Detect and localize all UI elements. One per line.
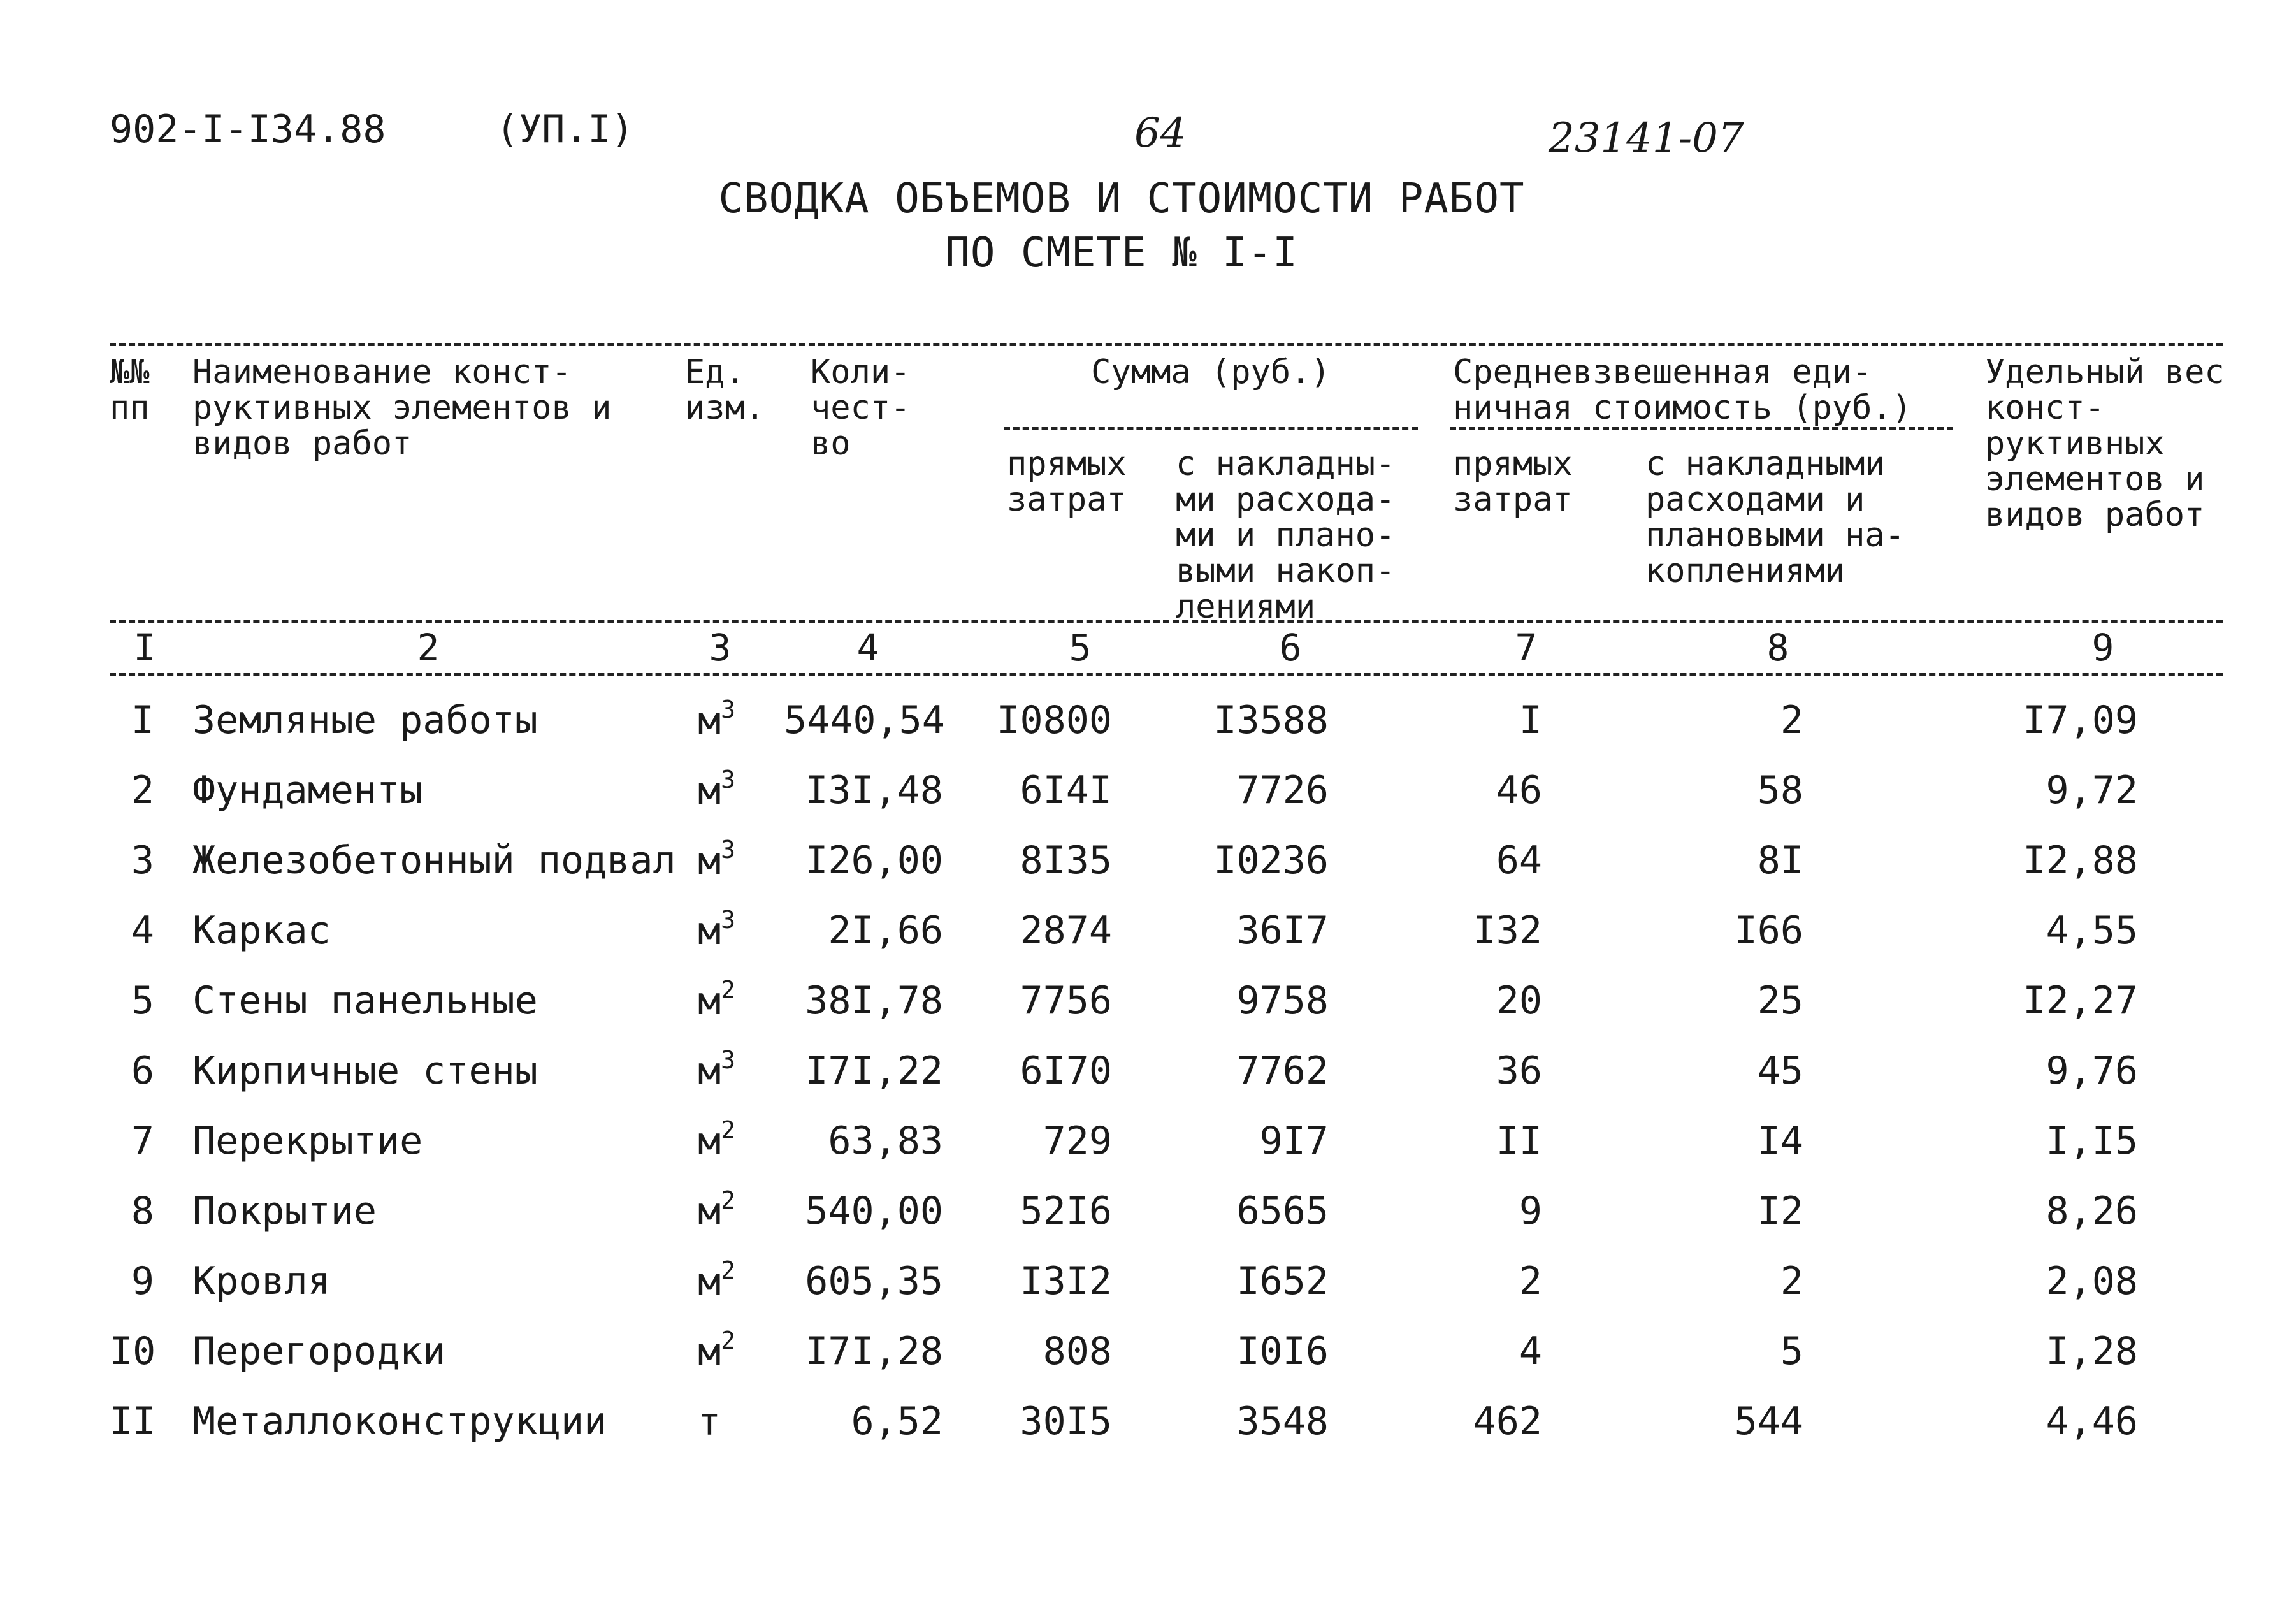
avg-with-overhead-cell bbox=[1657, 838, 1803, 883]
avg-with-overhead-cell bbox=[1657, 1189, 1803, 1233]
avg-direct-costs-cell bbox=[1434, 1049, 1542, 1093]
quantity: I26,00 bbox=[805, 838, 943, 883]
element-name: Кровля bbox=[192, 1259, 331, 1303]
quantity: I3I,48 bbox=[805, 768, 943, 813]
direct-costs: I0800 bbox=[997, 698, 1112, 743]
row-number-cell bbox=[110, 1259, 154, 1303]
avg-direct-costs-cell bbox=[1434, 1119, 1542, 1163]
sum-with-overhead: 6565 bbox=[1236, 1189, 1329, 1233]
element-name-cell bbox=[192, 978, 664, 1023]
quantity-cell bbox=[784, 1189, 943, 1233]
unit-exponent: 3 bbox=[721, 1046, 736, 1074]
element-name: Стены панельные bbox=[192, 978, 538, 1023]
sum-with-overhead-cell bbox=[1160, 1119, 1329, 1163]
direct-costs-cell bbox=[975, 838, 1112, 883]
element-name: Железобетонный подвал bbox=[192, 838, 676, 883]
direct-costs: 6I4I bbox=[1020, 768, 1112, 813]
avg-direct-costs: 4 bbox=[1519, 1329, 1542, 1374]
quantity: 6,52 bbox=[851, 1399, 943, 1444]
row-number: 8 bbox=[131, 1189, 154, 1233]
page-number: 64 bbox=[1134, 110, 1187, 157]
quantity-cell bbox=[784, 1329, 943, 1374]
column-number: 2 bbox=[417, 626, 440, 669]
table-top-rule bbox=[110, 343, 2223, 346]
unit-cell bbox=[698, 1116, 768, 1164]
sum-with-overhead: I0236 bbox=[1213, 838, 1329, 883]
unit-cell bbox=[698, 1256, 768, 1304]
unit-exponent: 2 bbox=[721, 1256, 736, 1284]
quantity-cell bbox=[784, 698, 943, 743]
header-specific-weight: Удельный вес конст- руктивных элементов и видов работ bbox=[1985, 353, 2225, 534]
document-code: 902-I-I34.88 bbox=[110, 107, 386, 152]
specific-weight: 4,55 bbox=[2046, 908, 2138, 953]
avg-with-overhead-cell bbox=[1657, 1259, 1803, 1303]
direct-costs: 30I5 bbox=[1020, 1399, 1112, 1444]
avg-direct-costs: 20 bbox=[1496, 978, 1542, 1023]
quantity: I7I,28 bbox=[805, 1329, 943, 1374]
unit-cell bbox=[698, 1046, 768, 1094]
avg-group-rule bbox=[1450, 427, 1953, 430]
header-sum-with-overhead: с накладны- ми расхода- ми и плано- выми накоп- лениями bbox=[1176, 445, 1396, 626]
album-number: (УП.I) bbox=[496, 107, 634, 152]
unit-cell bbox=[698, 838, 768, 883]
sum-with-overhead: I3588 bbox=[1213, 698, 1329, 743]
avg-direct-costs: 64 bbox=[1496, 838, 1542, 883]
specific-weight-cell bbox=[1975, 1399, 2138, 1444]
direct-costs: 729 bbox=[1043, 1119, 1112, 1163]
avg-direct-costs: 9 bbox=[1519, 1189, 1542, 1233]
sum-with-overhead-cell bbox=[1160, 768, 1329, 813]
direct-costs-cell bbox=[975, 1049, 1112, 1093]
row-number-cell bbox=[110, 1399, 154, 1444]
unit-exponent: 2 bbox=[721, 1116, 736, 1144]
avg-with-overhead: I66 bbox=[1734, 908, 1803, 953]
column-number: 4 bbox=[856, 626, 879, 669]
unit: м bbox=[698, 1119, 721, 1164]
sum-with-overhead: 7726 bbox=[1236, 768, 1329, 813]
page-title: СВОДКА ОБЪЕМОВ И СТОИМОСТИ РАБОТ bbox=[718, 175, 1525, 222]
column-numbers-bottom-rule bbox=[110, 673, 2223, 676]
unit-cell bbox=[698, 768, 768, 813]
quantity: 540,00 bbox=[805, 1189, 943, 1233]
specific-weight-cell bbox=[1975, 1189, 2138, 1233]
element-name: Перегородки bbox=[192, 1329, 446, 1374]
header-element-name: Наименование конст- руктивных элементов и видов работ bbox=[192, 353, 612, 463]
avg-with-overhead-cell bbox=[1657, 1399, 1803, 1444]
unit-cell bbox=[698, 908, 768, 954]
header-avg-direct-costs: прямых затрат bbox=[1453, 445, 1573, 519]
sum-with-overhead-cell bbox=[1160, 978, 1329, 1023]
column-number: 6 bbox=[1279, 626, 1302, 669]
element-name-cell bbox=[192, 1049, 664, 1093]
avg-with-overhead: 2 bbox=[1780, 1259, 1803, 1303]
sum-with-overhead-cell bbox=[1160, 698, 1329, 743]
avg-direct-costs-cell bbox=[1434, 908, 1542, 953]
row-number-cell bbox=[110, 768, 154, 813]
sum-with-overhead-cell bbox=[1160, 908, 1329, 953]
avg-with-overhead: 8I bbox=[1757, 838, 1803, 883]
element-name: Металлоконструкции bbox=[192, 1399, 607, 1444]
column-number: I bbox=[133, 626, 156, 669]
avg-with-overhead-cell bbox=[1657, 1329, 1803, 1374]
specific-weight-cell bbox=[1975, 978, 2138, 1023]
element-name-cell bbox=[192, 698, 664, 743]
specific-weight-cell bbox=[1975, 908, 2138, 953]
row-number: 7 bbox=[131, 1119, 154, 1163]
direct-costs: 52I6 bbox=[1020, 1189, 1112, 1233]
element-name-cell bbox=[192, 768, 664, 813]
avg-with-overhead: 544 bbox=[1734, 1399, 1803, 1444]
unit-exponent: 2 bbox=[721, 1326, 736, 1354]
quantity-cell bbox=[784, 908, 943, 953]
specific-weight: 9,76 bbox=[2046, 1049, 2138, 1093]
unit: м bbox=[698, 1189, 721, 1234]
avg-with-overhead: 58 bbox=[1757, 768, 1803, 813]
quantity-cell bbox=[784, 1119, 943, 1163]
specific-weight: I,28 bbox=[2046, 1329, 2138, 1374]
quantity-cell bbox=[784, 838, 943, 883]
row-number-cell bbox=[110, 1329, 154, 1374]
direct-costs: 6I70 bbox=[1020, 1049, 1112, 1093]
specific-weight: 9,72 bbox=[2046, 768, 2138, 813]
sum-with-overhead: 36I7 bbox=[1236, 908, 1329, 953]
direct-costs-cell bbox=[975, 1189, 1112, 1233]
unit-exponent: 3 bbox=[721, 695, 736, 723]
specific-weight: I2,27 bbox=[2023, 978, 2138, 1023]
element-name: Перекрытие bbox=[192, 1119, 423, 1163]
direct-costs-cell bbox=[975, 908, 1112, 953]
sum-with-overhead: 9758 bbox=[1236, 978, 1329, 1023]
avg-direct-costs: 36 bbox=[1496, 1049, 1542, 1093]
element-name-cell bbox=[192, 1119, 664, 1163]
inventory-number: 23141-07 bbox=[1549, 115, 1744, 162]
direct-costs-cell bbox=[975, 1259, 1112, 1303]
row-number-cell bbox=[110, 698, 154, 743]
avg-direct-costs-cell bbox=[1434, 768, 1542, 813]
sum-with-overhead: I652 bbox=[1236, 1259, 1329, 1303]
quantity: 605,35 bbox=[805, 1259, 943, 1303]
unit-exponent: 3 bbox=[721, 836, 736, 864]
row-number-cell bbox=[110, 838, 154, 883]
specific-weight: 2,08 bbox=[2046, 1259, 2138, 1303]
specific-weight-cell bbox=[1975, 1259, 2138, 1303]
header-unit: Ед. изм. bbox=[685, 353, 765, 427]
header-avg-unit-cost-group: Средневзвешенная еди- ничная стоимость (руб.) bbox=[1453, 353, 1912, 427]
row-number-cell bbox=[110, 1189, 154, 1233]
sum-with-overhead-cell bbox=[1160, 838, 1329, 883]
avg-direct-costs: II bbox=[1496, 1119, 1542, 1163]
avg-direct-costs-cell bbox=[1434, 978, 1542, 1023]
quantity-cell bbox=[784, 1259, 943, 1303]
specific-weight-cell bbox=[1975, 1049, 2138, 1093]
quantity-cell bbox=[784, 1049, 943, 1093]
header-direct-costs: прямых затрат bbox=[1007, 445, 1127, 519]
sum-with-overhead: 9I7 bbox=[1259, 1119, 1329, 1163]
sum-with-overhead-cell bbox=[1160, 1049, 1329, 1093]
direct-costs: 808 bbox=[1043, 1329, 1112, 1374]
specific-weight-cell bbox=[1975, 838, 2138, 883]
header-sum-group: Сумма (руб.) bbox=[1091, 353, 1331, 391]
unit-cell bbox=[698, 1399, 768, 1444]
element-name-cell bbox=[192, 838, 676, 883]
direct-costs: 8I35 bbox=[1020, 838, 1112, 883]
avg-with-overhead: 45 bbox=[1757, 1049, 1803, 1093]
row-number: 3 bbox=[131, 838, 154, 883]
row-number: I bbox=[131, 698, 154, 743]
unit: м bbox=[698, 699, 721, 743]
quantity-cell bbox=[784, 1399, 943, 1444]
avg-direct-costs-cell bbox=[1434, 1399, 1542, 1444]
specific-weight-cell bbox=[1975, 698, 2138, 743]
header-quantity: Коли- чест- во bbox=[811, 353, 911, 463]
row-number: 6 bbox=[131, 1049, 154, 1093]
direct-costs: I3I2 bbox=[1020, 1259, 1112, 1303]
element-name-cell bbox=[192, 1189, 664, 1233]
specific-weight: I,I5 bbox=[2046, 1119, 2138, 1163]
unit-exponent: 2 bbox=[721, 1186, 736, 1214]
avg-with-overhead: 2 bbox=[1780, 698, 1803, 743]
quantity: 2I,66 bbox=[828, 908, 943, 953]
row-number: 4 bbox=[131, 908, 154, 953]
sum-with-overhead-cell bbox=[1160, 1259, 1329, 1303]
column-number: 5 bbox=[1069, 626, 1092, 669]
avg-with-overhead: I4 bbox=[1757, 1119, 1803, 1163]
element-name: Каркас bbox=[192, 908, 331, 953]
specific-weight: I7,09 bbox=[2023, 698, 2138, 743]
row-number: 2 bbox=[131, 768, 154, 813]
unit-cell bbox=[698, 695, 768, 743]
direct-costs-cell bbox=[975, 1329, 1112, 1374]
direct-costs: 2874 bbox=[1020, 908, 1112, 953]
avg-direct-costs: 462 bbox=[1473, 1399, 1542, 1444]
direct-costs: 7756 bbox=[1020, 978, 1112, 1023]
element-name: Кирпичные стены bbox=[192, 1049, 538, 1093]
row-number-cell bbox=[110, 1049, 154, 1093]
element-name: Покрытие bbox=[192, 1189, 377, 1233]
row-number: I0 bbox=[110, 1329, 156, 1374]
row-number: II bbox=[110, 1399, 156, 1444]
unit-exponent: 3 bbox=[721, 906, 736, 934]
sum-with-overhead-cell bbox=[1160, 1189, 1329, 1233]
page-subtitle: ПО СМЕТЕ № I-I bbox=[945, 229, 1298, 277]
avg-direct-costs-cell bbox=[1434, 1189, 1542, 1233]
avg-with-overhead-cell bbox=[1657, 978, 1803, 1023]
quantity-cell bbox=[784, 978, 943, 1023]
avg-direct-costs-cell bbox=[1434, 838, 1542, 883]
row-number-cell bbox=[110, 908, 154, 953]
avg-with-overhead: 5 bbox=[1780, 1329, 1803, 1374]
avg-direct-costs-cell bbox=[1434, 1329, 1542, 1374]
element-name: Фундаменты bbox=[192, 768, 423, 813]
quantity: 38I,78 bbox=[805, 978, 943, 1023]
unit: м bbox=[698, 839, 721, 883]
row-number-cell bbox=[110, 978, 154, 1023]
unit: м bbox=[698, 1330, 721, 1374]
column-number: 7 bbox=[1515, 626, 1538, 669]
unit: т bbox=[698, 1400, 721, 1444]
element-name-cell bbox=[192, 1399, 664, 1444]
sum-with-overhead: 3548 bbox=[1236, 1399, 1329, 1444]
header-avg-with-overhead: с накладными расходами и плановыми на- коплениями bbox=[1645, 445, 1905, 590]
specific-weight: 4,46 bbox=[2046, 1399, 2138, 1444]
column-numbers-top-rule bbox=[110, 620, 2223, 623]
avg-direct-costs: I32 bbox=[1473, 908, 1542, 953]
unit-cell bbox=[698, 1326, 768, 1374]
avg-direct-costs: I bbox=[1519, 698, 1542, 743]
quantity: 5440,54 bbox=[784, 698, 945, 743]
specific-weight-cell bbox=[1975, 1329, 2138, 1374]
avg-with-overhead-cell bbox=[1657, 698, 1803, 743]
unit: м bbox=[698, 769, 721, 813]
specific-weight: 8,26 bbox=[2046, 1189, 2138, 1233]
avg-with-overhead-cell bbox=[1657, 908, 1803, 953]
avg-direct-costs-cell bbox=[1434, 698, 1542, 743]
quantity-cell bbox=[784, 768, 943, 813]
specific-weight-cell bbox=[1975, 1119, 2138, 1163]
avg-direct-costs: 46 bbox=[1496, 768, 1542, 813]
specific-weight: I2,88 bbox=[2023, 838, 2138, 883]
unit-cell bbox=[698, 978, 768, 1024]
unit: м bbox=[698, 979, 721, 1024]
sum-with-overhead: 7762 bbox=[1236, 1049, 1329, 1093]
sum-with-overhead-cell bbox=[1160, 1329, 1329, 1374]
direct-costs-cell bbox=[975, 768, 1112, 813]
avg-direct-costs-cell bbox=[1434, 1259, 1542, 1303]
column-number: 9 bbox=[2091, 626, 2114, 669]
quantity: I7I,22 bbox=[805, 1049, 943, 1093]
unit: м bbox=[698, 909, 721, 954]
avg-with-overhead-cell bbox=[1657, 768, 1803, 813]
direct-costs-cell bbox=[975, 978, 1112, 1023]
element-name: Земляные работы bbox=[192, 698, 538, 743]
row-number: 5 bbox=[131, 978, 154, 1023]
direct-costs-cell bbox=[975, 698, 1112, 743]
element-name-cell bbox=[192, 908, 664, 953]
unit-cell bbox=[698, 1186, 768, 1234]
sum-with-overhead: I0I6 bbox=[1236, 1329, 1329, 1374]
column-number: 3 bbox=[709, 626, 732, 669]
unit: м bbox=[698, 1260, 721, 1304]
row-number: 9 bbox=[131, 1259, 154, 1303]
column-number: 8 bbox=[1766, 626, 1789, 669]
header-row-number: №№ пп bbox=[110, 353, 150, 427]
direct-costs-cell bbox=[975, 1119, 1112, 1163]
row-number-cell bbox=[110, 1119, 154, 1163]
unit-exponent: 2 bbox=[721, 976, 736, 1004]
element-name-cell bbox=[192, 1329, 664, 1374]
specific-weight-cell bbox=[1975, 768, 2138, 813]
sum-group-rule bbox=[1004, 427, 1418, 430]
unit: м bbox=[698, 1049, 721, 1094]
element-name-cell bbox=[192, 1259, 664, 1303]
avg-with-overhead-cell bbox=[1657, 1049, 1803, 1093]
quantity: 63,83 bbox=[828, 1119, 943, 1163]
unit-exponent: 3 bbox=[721, 766, 736, 794]
direct-costs-cell bbox=[975, 1399, 1112, 1444]
sum-with-overhead-cell bbox=[1160, 1399, 1329, 1444]
avg-direct-costs: 2 bbox=[1519, 1259, 1542, 1303]
avg-with-overhead: 25 bbox=[1757, 978, 1803, 1023]
avg-with-overhead: I2 bbox=[1757, 1189, 1803, 1233]
avg-with-overhead-cell bbox=[1657, 1119, 1803, 1163]
